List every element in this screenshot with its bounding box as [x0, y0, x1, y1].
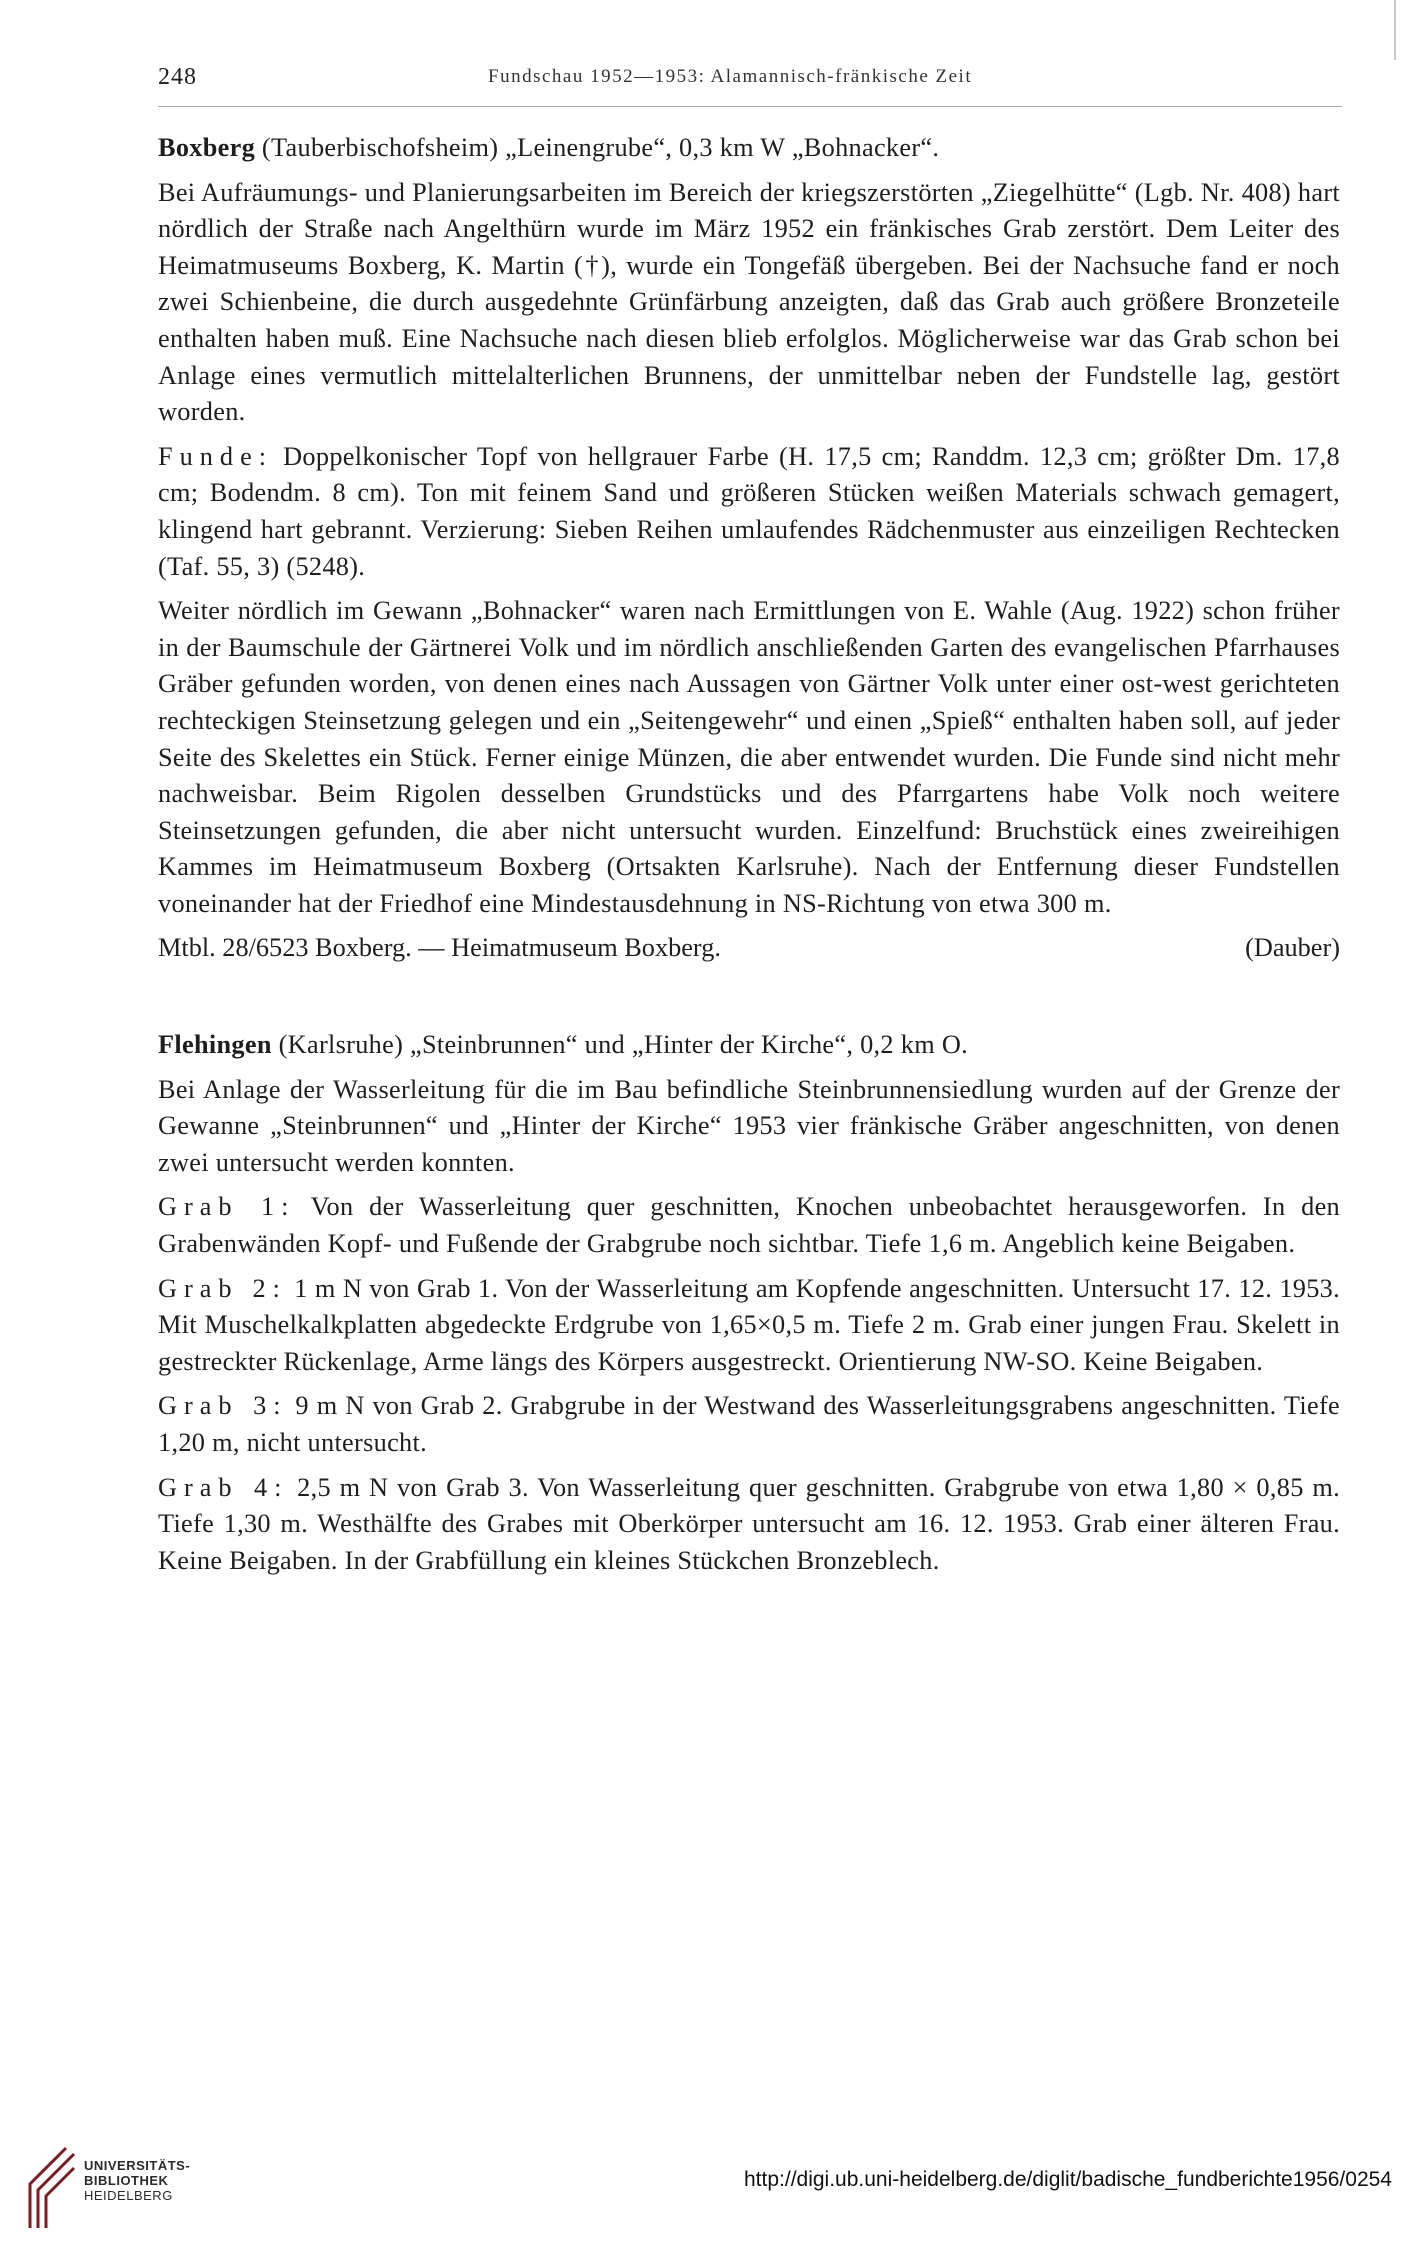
university-library-logo-icon: [16, 2144, 78, 2230]
grab-3-label: Grab 3:: [158, 1391, 288, 1421]
flehingen-heading: [158, 1027, 1340, 1064]
boxberg-location: (Tauberbischofsheim) „Leinengrube“, 0,3 km W „Bohnacker“.: [255, 133, 940, 162]
page-edge-line: [1394, 0, 1396, 60]
running-title: Fundschau 1952—1953: Alamannisch-fränkische Zeit: [488, 66, 973, 87]
library-name-line-2: BIBLIOTHEK: [84, 2173, 169, 2188]
boxberg-paragraph-3: Weiter nördlich im Gewann „Bohnacker“ waren nach Ermittlungen von E. Wahle (Aug. 1922) schon früher in der Baumschule der Gärtnerei Volk und im nördlich anschließenden Garten des evangelischen Pfarrhauses Gräber gefunden worden, von denen eines nach Aussagen von Gärtner Volk unter einer ost-west gerichteten rechteckigen Steinsetzung gelegen und ein „Seitengewehr“ und einen „Spieß“ enthalten haben soll, auf jeder Seite des Skelettes ein Stück. Ferner einige Münzen, die aber entwendet wurden. Die Funde sind nicht mehr nachweisbar. Beim Rigolen desselben Grundstücks und des Pfarrgartens habe Volk noch weitere Steinsetzungen gefunden, die aber nicht untersucht wurden. Einzelfund: Bruchstück eines zweireihigen Kammes im Heimatmuseum Boxberg (Ortsakten Karlsruhe). Nach der Entfernung dieser Fundstellen voneinander hat der Friedhof eine Mindestausdehnung in NS-Richtung von etwa 300 m.: [158, 596, 1340, 918]
grab-3-paragraph: [158, 1388, 1340, 1461]
flehingen-location: (Karlsruhe) „Steinbrunnen“ und „Hinter der Kirche“, 0,2 km O.: [271, 1030, 968, 1060]
source-url-link[interactable]: http://digi.ub.uni-heidelberg.de/diglit/badische_fundberichte1956/0254: [744, 2168, 1392, 2191]
grab-4-label: Grab 4:: [158, 1472, 289, 1502]
article-body: [158, 128, 1340, 1587]
boxberg-funde-paragraph: [158, 439, 1340, 585]
boxberg-paragraph-1: Bei Aufräumungs- und Planierungsarbeiten im Bereich der kriegszerstörten „Ziegelhütte“ (Lgb. Nr. 408) hart nördlich der Straße nach Angelthürn wurde im März 1952 ein fränkisches Grab zerstört. Dem Leiter des Heimatmuseums Boxberg, K. Martin (†), wurde ein Tongefäß übergeben. Bei der Nachsuche fand er noch zwei Schienbeine, die durch ausgedehnte Grünfärbung anzeigten, daß das Grab auch größere Bronzeteile enthalten haben muß. Eine Nachsuche nach diesen blieb erfolglos. Möglicherweise war das Grab schon bei Anlage eines vermutlich mittelalterlichen Brunnens, der unmittelbar neben der Fundstelle lag, gestört worden.: [158, 177, 1340, 427]
grab-1-paragraph: [158, 1189, 1340, 1262]
page-number: 248: [158, 64, 197, 90]
library-name-line-1: UNIVERSITÄTS-: [84, 2158, 191, 2173]
boxberg-heading: [158, 130, 1340, 167]
flehingen-place-name: Flehingen: [158, 1030, 272, 1060]
grab-2-label: Grab 2:: [158, 1273, 287, 1303]
section-gap: [158, 967, 1340, 1025]
grab-3-text: 9 m N von Grab 2. Grabgrube in der Westwand des Wasserleitungsgrabens angeschnitten. Tiefe 1,20 m, nicht untersucht.: [158, 1391, 1340, 1457]
boxberg-reference-line: [158, 930, 1340, 967]
boxberg-author: (Dauber): [1245, 933, 1340, 963]
funde-label: Funde:: [158, 441, 274, 471]
running-head: [158, 58, 1338, 98]
grab-2-paragraph: [158, 1271, 1340, 1381]
funde-text: Doppelkonischer Topf von hellgrauer Farbe (H. 17,5 cm; Randdm. 12,3 cm; größter Dm. 17,8 cm; Bodendm. 8 cm). Ton mit feinem Sand und größeren Stücken weißen Materials schwach gemagert, klingend hart gebrannt. Verzierung: Sieben Reihen umlaufendes Rädchenmuster aus einzeiligen Rechtecken (Taf. 55, 3) (5248).: [158, 441, 1340, 581]
library-name: [84, 2158, 190, 2203]
grab-1-label: Grab 1:: [158, 1192, 296, 1222]
grab-4-paragraph: [158, 1470, 1340, 1580]
boxberg-place-name: Boxberg: [158, 133, 256, 162]
flehingen-paragraph-1: Bei Anlage der Wasserleitung für die im Bau befindliche Steinbrunnensiedlung wurden auf der Grenze der Gewanne „Steinbrunnen“ und „Hinter der Kirche“ 1953 vier fränkische Gräber angeschnitten, von denen zwei untersucht werden konnten.: [158, 1074, 1340, 1177]
library-name-line-3: HEIDELBERG: [84, 2188, 173, 2203]
boxberg-reference: Mtbl. 28/6523 Boxberg. — Heimatmuseum Boxberg.: [158, 933, 721, 963]
grab-4-text: 2,5 m N von Grab 3. Von Wasserleitung quer geschnitten. Grabgrube von etwa 1,80 × 0,85 m. Tiefe 1,30 m. Westhälfte des Grabes mit Oberkörper untersucht am 16. 12. 1953. Grab einer älteren Frau. Keine Beigaben. In der Grabfüllung ein kleines Stückchen Bronzeblech.: [158, 1472, 1340, 1575]
footer: [0, 2128, 1414, 2242]
grab-2-text: 1 m N von Grab 1. Von der Wasserleitung am Kopfende angeschnitten. Untersucht 17. 12. 1953. Mit Muschelkalkplatten abgedeckte Erdgrube von 1,65×0,5 m. Tiefe 2 m. Grab einer jungen Frau. Skelett in gestreckter Rückenlage, Arme längs des Körpers ausgestreckt. Orientierung NW-SO. Keine Beigaben.: [158, 1273, 1340, 1376]
grab-1-text: Von der Wasserleitung quer geschnitten, Knochen unbeobachtet herausgeworfen. In den Grabenwänden Kopf- und Fußende der Grabgrube noch sichtbar. Tiefe 1,6 m. Angeblich keine Beigaben.: [158, 1192, 1340, 1259]
header-rule: [158, 106, 1342, 107]
